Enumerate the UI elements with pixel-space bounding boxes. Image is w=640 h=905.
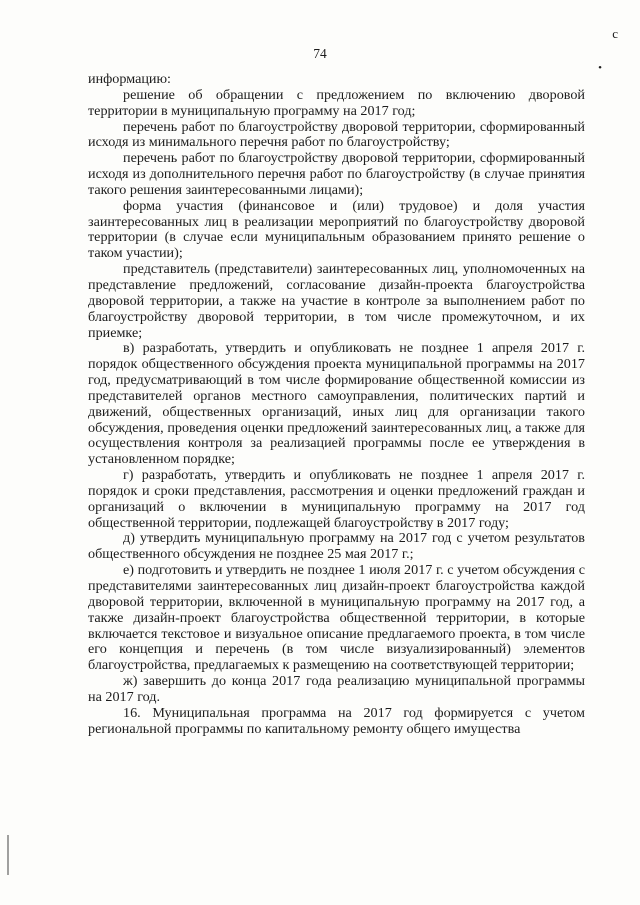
document-body (88, 72, 585, 737)
paragraph: решение об обращении с предложением по включению дворовой территории в муниципальную программу на 2017 год; (88, 86, 585, 119)
paragraph: ж) завершить до конца 2017 года реализацию муниципальной программы на 2017 год. (88, 673, 585, 705)
paragraph: 16. Муниципальная программа на 2017 год формируется с учетом региональной программы по капитальному ремонту общего имущества (88, 704, 585, 737)
scan-artifact (7, 835, 9, 875)
corner-mark: с (612, 26, 618, 41)
paragraph: форма участия (финансовое и (или) трудовое) и доля участия заинтересованных лиц в реализации мероприятий по благоустройству дворовой территории (в случае если муниципальным образованием принято решение о таком участии); (88, 197, 585, 262)
paragraph: д) утвердить муниципальную программу на 2017 год с учетом результатов общественного обсуждения не позднее 25 мая 2017 г.; (88, 530, 585, 563)
paragraph: перечень работ по благоустройству дворовой территории, сформированный исходя из минимального перечня работ по благоустройству; (88, 118, 585, 151)
paragraph: в) разработать, утвердить и опубликовать не позднее 1 апреля 2017 г. порядок общественного обсуждения проекта муниципальной программы на 2017 год, предусматривающий в том числе формирование общественной комиссии из представителей органов местного самоуправления, политических партий и движений, общественных организаций, иных лиц для организации такого обсуждения, проведения оценки предложений заинтересованных лиц, а также для осуществления контроля за реализацией программы после ее утверждения в установленном порядке; (88, 340, 585, 468)
page-number: 74 (313, 46, 327, 61)
paragraph: перечень работ по благоустройству дворовой территории, сформированный исходя из дополнительного перечня работ по благоустройству (в случае принятия такого решения заинтересованными лицами); (88, 150, 585, 198)
scan-speck: • (598, 62, 602, 74)
paragraph: информацию: (88, 71, 171, 87)
paragraph: е) подготовить и утвердить не позднее 1 июля 2017 г. с учетом обсуждения с представителями заинтересованных лиц дизайн-проект благоустройства каждой дворовой территории, включенной в муниципальную программу на 2017 год, а также дизайн-проект благоустройства общественной территории, в которые включается текстовое и визуальное описание предлагаемого проекта, в том числе его концепция и перечень (в том числе визуализированный) элементов благоустройства, предлагаемых к размещению на соответствующей территории; (88, 562, 585, 674)
paragraph: г) разработать, утвердить и опубликовать не позднее 1 апреля 2017 г. порядок и сроки представления, рассмотрения и оценки предложений граждан и организаций о включении в муниципальную программу на 2017 год общественной территории, подлежащей благоустройству в 2017 году; (88, 467, 585, 531)
paragraph: представитель (представители) заинтересованных лиц, уполномоченных на представление предложений, согласование дизайн-проекта благоустройства дворовой территории, а также на участие в контроле за выполнением работ по благоустройству дворовой территории, в том числе промежуточном, и их приемке; (88, 261, 585, 341)
